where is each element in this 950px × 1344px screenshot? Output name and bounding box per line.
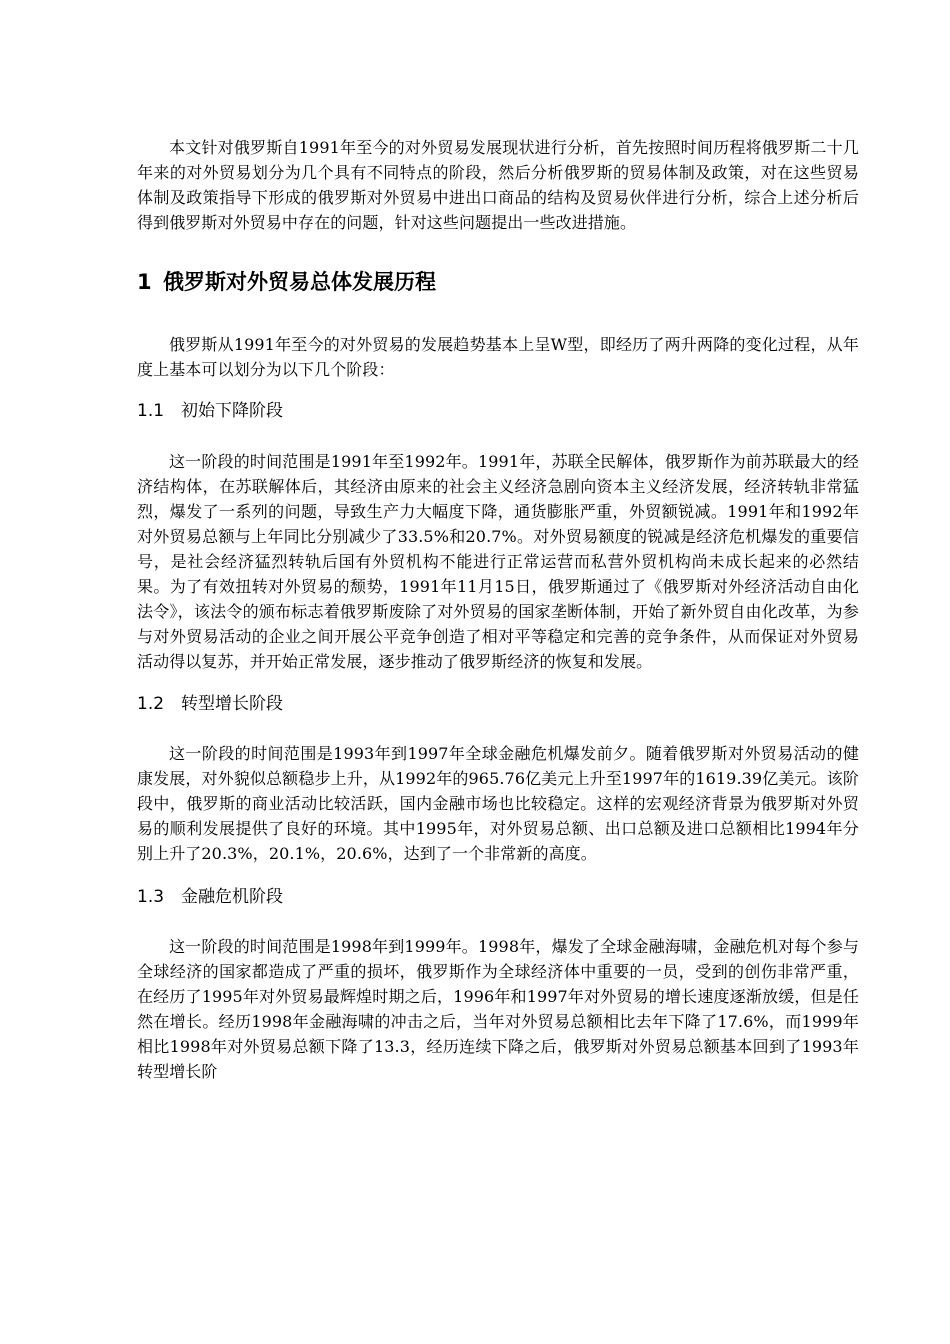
section-1-title: 俄罗斯对外贸易总体发展历程 <box>163 270 436 294</box>
section-1-1-heading <box>137 398 859 424</box>
section-1-3-heading <box>137 884 859 910</box>
intro-paragraph: 本文针对俄罗斯自1991年至今的对外贸易发展现状进行分析，首先按照时间历程将俄罗斯二十几年来的对外贸易划分为几个具有不同特点的阶段，然后分析俄罗斯的贸易体制及政策，对在这些贸易体制及政策指导下形成的俄罗斯对外贸易中进出口商品的结构及贸易伙伴进行分析，综合上述分析后得到俄罗斯对外贸易中存在的问题，针对这些问题提出一些改进措施。 <box>137 138 859 232</box>
section-1-2-number: 1.2 <box>137 694 165 714</box>
section-1-3-title: 金融危机阶段 <box>181 887 283 907</box>
section-1-2-heading <box>137 691 859 717</box>
section-1-2-paragraph: 这一阶段的时间范围是1993年到1997年全球金融危机爆发前夕。随着俄罗斯对外贸易活动的健康发展，对外貌似总额稳步上升，从1992年的965.76亿美元上升至1997年的1619.39亿美元。该阶段中，俄罗斯的商业活动比较活跃，国内金融市场也比较稳定。这样的宏观经济背景为俄罗斯对外贸易的顺利发展提供了良好的环境。其中1995年，对外贸易总额、出口总额及进口总额相比1994年分别上升了20.3%，20.1%，20.6%，达到了一个非常新的高度。 <box>137 744 859 863</box>
section-1-1-title: 初始下降阶段 <box>181 401 283 421</box>
section-1-paragraph: 俄罗斯从1991年至今的对外贸易的发展趋势基本上呈W型，即经历了两升两降的变化过程，从年度上基本可以划分为以下几个阶段： <box>137 335 859 379</box>
section-1-3-number: 1.3 <box>137 887 165 907</box>
section-1-1-paragraph: 这一阶段的时间范围是1991年至1992年。1991年，苏联全民解体，俄罗斯作为前苏联最大的经济结构体，在苏联解体后，其经济由原来的社会主义经济急剧向资本主义经济发展，经济转轨非常猛烈，爆发了一系列的问题，导致生产力大幅度下降，通货膨胀严重，外贸额锐减。1991年和1992年对外贸易总额与上年同比分别减少了33.5%和20.7%。对外贸易额度的锐减是经济危机爆发的重要信号，是社会经济猛烈转轨后国有外贸机构不能进行正常运营而私营外贸机构尚未成长起来的必然结果。为了有效扭转对外贸易的颓势，1991年11月15日，俄罗斯通过了《俄罗斯对外经济活动自由化法令》，该法令的颁布标志着俄罗斯废除了对外贸易的国家垄断体制，开始了新外贸自由化改革，为参与对外贸易活动的企业之间开展公平竞争创造了相对平等稳定和完善的竞争条件，从而保证对外贸易活动得以复苏，并开始正常发展，逐步推动了俄罗斯经济的恢复和发展。 <box>137 452 859 671</box>
section-1-3-paragraph: 这一阶段的时间范围是1998年到1999年。1998年，爆发了全球金融海啸，金融危机对每个参与全球经济的国家都造成了严重的损坏，俄罗斯作为全球经济体中重要的一员，受到的创伤非常严重，在经历了1995年对外贸易最辉煌时期之后，1996年和1997年对外贸易的增长速度逐渐放缓，但是任然在增长。经历1998年金融海啸的冲击之后，当年对外贸易总额相比去年下降了17.6%，而1999年相比1998年对外贸易总额下降了13.3，经历连续下降之后，俄罗斯对外贸易总额基本回到了1993年转型增长阶 <box>137 937 859 1081</box>
document-page <box>137 132 859 1084</box>
section-1-2-title: 转型增长阶段 <box>181 694 283 714</box>
section-1-number: 1 <box>137 270 152 294</box>
section-1-heading <box>137 267 859 297</box>
section-1-1-number: 1.1 <box>137 401 165 421</box>
